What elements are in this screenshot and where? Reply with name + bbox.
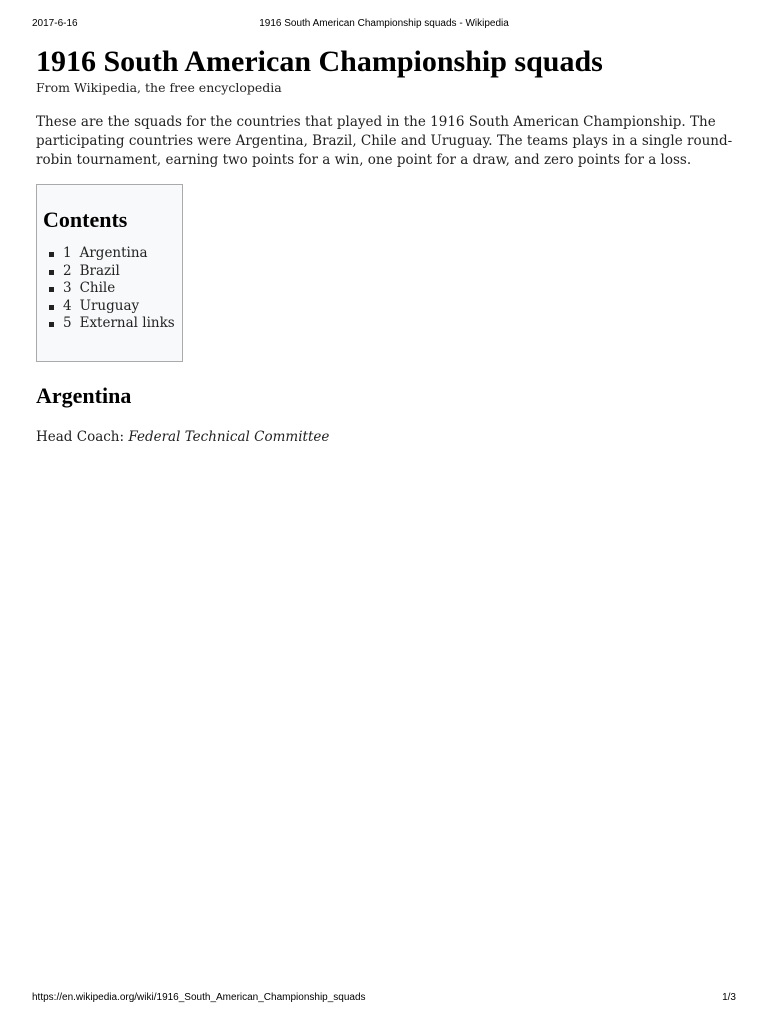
head-coach-label: Head Coach: (36, 429, 125, 445)
print-date: 2017-6-16 (32, 18, 78, 29)
toc-item-external-links[interactable] (63, 315, 182, 333)
bullet-icon (49, 270, 54, 275)
toc-title: Contents (43, 207, 128, 232)
toc-item-number: 4 (63, 297, 72, 314)
toc-item-label[interactable]: Chile (79, 280, 116, 296)
head-coach-line (36, 428, 736, 447)
bullet-icon (49, 287, 54, 292)
page-number: 1/3 (722, 992, 736, 1003)
bullet-icon (49, 322, 54, 327)
intro-paragraph: These are the squads for the countries that played in the 1916 South American Championship. The participating countries were Argentina, Brazil, Chile and Uruguay. The teams plays in a single round-robin tournament, earning two points for a win, one point for a draw, and zero points for a loss. (36, 114, 733, 168)
toc-item-label[interactable]: Argentina (79, 245, 148, 261)
toc-item-number: 2 (63, 262, 72, 279)
toc-item-number: 5 (63, 315, 72, 331)
page-title: 1916 South American Championship squads (36, 45, 603, 78)
toc-item-number: 1 (63, 245, 72, 261)
site-tagline: From Wikipedia, the free encyclopedia (36, 80, 282, 95)
toc-item-label[interactable]: Uruguay (79, 297, 140, 314)
print-header (32, 18, 736, 32)
toc-item-number: 3 (63, 280, 72, 296)
bullet-icon (49, 305, 54, 310)
toc-item-label[interactable]: External links (79, 315, 175, 331)
table-of-contents (36, 184, 183, 362)
toc-item-uruguay[interactable] (63, 298, 182, 316)
toc-list (43, 245, 182, 333)
bullet-icon (49, 252, 54, 257)
print-document-title: 1916 South American Championship squads - Wikipedia (259, 18, 509, 29)
head-coach-value: Federal Technical Committee (128, 429, 330, 445)
section-heading-argentina: Argentina (36, 383, 132, 408)
print-footer (32, 992, 736, 1006)
toc-item-label[interactable]: Brazil (79, 262, 120, 279)
toc-item-argentina[interactable] (63, 245, 182, 263)
page-url: https://en.wikipedia.org/wiki/1916_South_American_Championship_squads (32, 992, 366, 1003)
article-content (36, 40, 736, 447)
toc-item-brazil[interactable] (63, 263, 182, 281)
toc-item-chile[interactable] (63, 280, 182, 298)
